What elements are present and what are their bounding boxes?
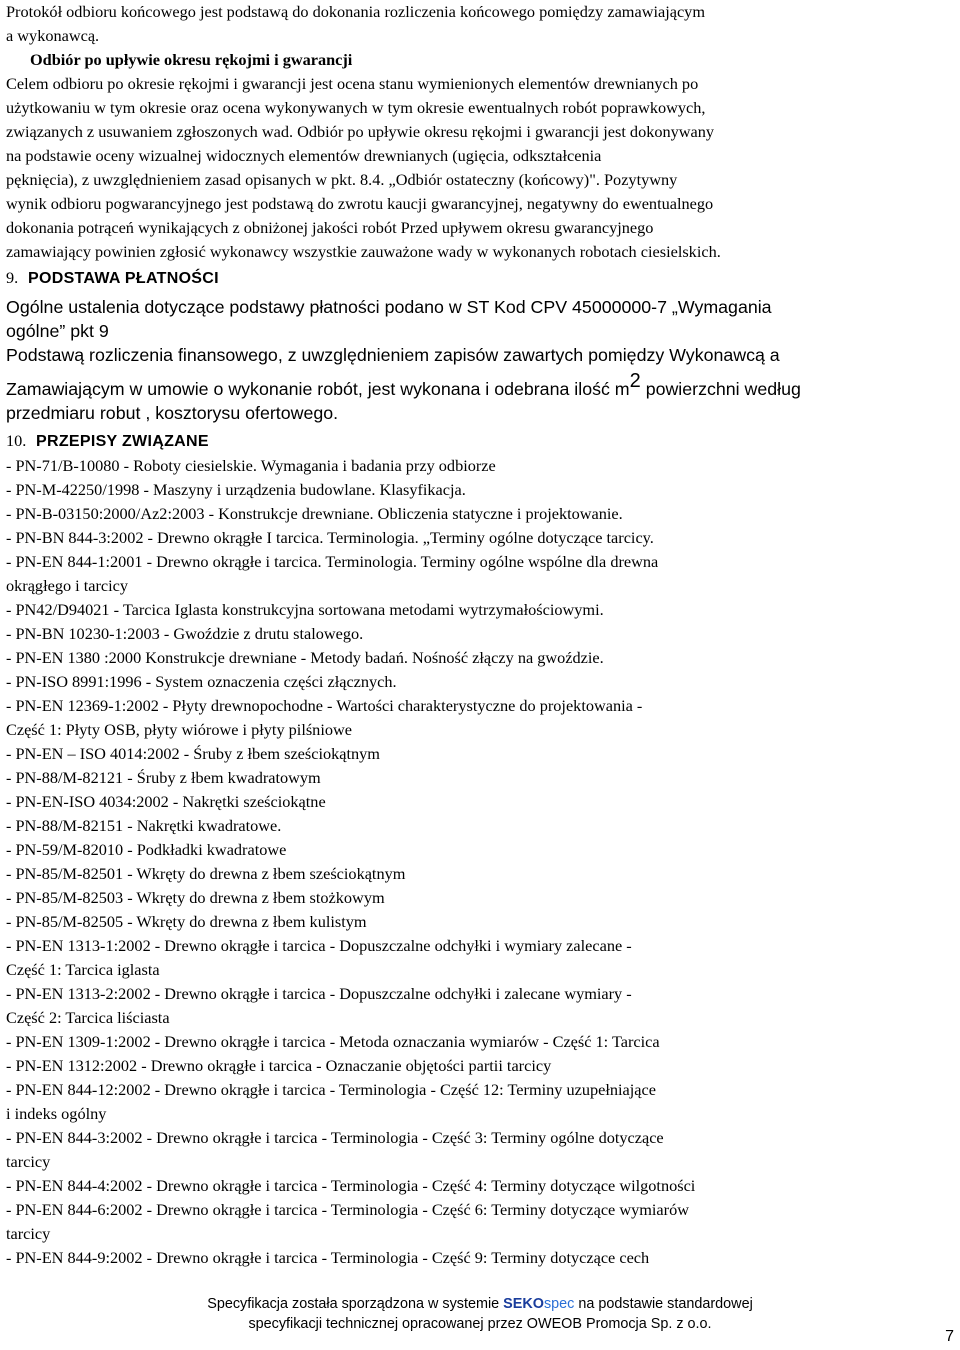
text-line: Protokół odbioru końcowego jest podstawą do dokonania rozliczenia końcowego pomiędzy zamawiającym: [6, 2, 705, 21]
list-item: - PN-85/M-82503 - Wkręty do drewna z łbem stożkowym: [6, 888, 385, 907]
list-item: - PN-EN 844-1:2001 - Drewno okrągłe i tarcica. Terminologia. Terminy ogólne wspólne dla drewna: [6, 552, 659, 571]
intro-paragraph: [6, 0, 954, 48]
text-line: przedmiaru robut , kosztorysu ofertowego.: [6, 403, 339, 423]
list-item: - PN-BN 844-3:2002 - Drewno okrągłe I tarcica. Terminologia. „Terminy ogólne dotyczące tarcicy.: [6, 528, 654, 547]
list-item: - PN-EN 1380 :2000 Konstrukcje drewniane - Metody badań. Nośność złączy na gwoździe.: [6, 648, 604, 667]
brand-logo-seko: SEKO: [503, 1296, 544, 1312]
text-line: Podstawą rozliczenia finansowego, z uwzględnieniem zapisów zawartych pomiędzy Wykonawcą a: [6, 345, 780, 365]
text-line: pęknięcia), z uwzględnieniem zasad opisanych w pkt. 8.4. „Odbiór ostateczny (końcowy)". Pozytywny: [6, 170, 678, 189]
list-item: - PN-EN 844-3:2002 - Drewno okrągłe i tarcica - Terminologia - Część 3: Terminy ogólne dotyczące: [6, 1128, 664, 1147]
text-line: zamawiający powinien zgłosić wykonawcy wszystkie zauważone wady w wykonanych robotach ciesielskich.: [6, 242, 721, 261]
text-line: [6, 370, 954, 401]
list-item: - PN-88/M-82121 - Śruby z łbem kwadratowym: [6, 768, 321, 787]
list-item: - PN-EN – ISO 4014:2002 - Śruby z łbem sześciokątnym: [6, 744, 380, 763]
superscript: 2: [629, 370, 641, 392]
list-item: - PN-B-03150:2000/Az2:2003 - Konstrukcje drewniane. Obliczenia statyczne i projektowanie.: [6, 504, 623, 523]
document-page: [6, 0, 954, 1270]
list-item: - PN-EN 844-6:2002 - Drewno okrągłe i tarcica - Terminologia - Część 6: Terminy dotyczące wymiarów: [6, 1200, 689, 1219]
text-line: na podstawie oceny wizualnej widocznych elementów drewnianych (ugięcia, odkształcenia: [6, 146, 602, 165]
text-line: a wykonawcą.: [6, 26, 100, 45]
list-item: - PN-88/M-82151 - Nakrętki kwadratowe.: [6, 816, 282, 835]
list-item: - PN-EN 1313-1:2002 - Drewno okrągłe i tarcica - Dopuszczalne odchyłki i wymiary zalecane -: [6, 936, 632, 955]
list-item: tarcicy: [6, 1152, 51, 1171]
text-line: Ogólne ustalenia dotyczące podstawy płatności podano w ST Kod CPV 45000000-7 „Wymagania: [6, 297, 772, 317]
list-item: - PN-EN 844-4:2002 - Drewno okrągłe i tarcica - Terminologia - Część 4: Terminy dotyczące wilgotności: [6, 1176, 696, 1195]
brand-logo-spec: spec: [543, 1296, 575, 1312]
section-title: Odbiór po upływie okresu rękojmi i gwarancji: [30, 50, 353, 69]
text-line: Celem odbioru po okresie rękojmi i gwarancji jest ocena stanu wymienionych elementów drewnianych po: [6, 74, 699, 93]
list-item: Część 2: Tarcica liściasta: [6, 1008, 170, 1027]
text-line: ogólne” pkt 9: [6, 321, 109, 341]
section-9: [6, 266, 954, 425]
list-item: - PN-M-42250/1998 - Maszyny i urządzenia budowlane. Klasyfikacja.: [6, 480, 466, 499]
list-item: Część 1: Tarcica iglasta: [6, 960, 160, 979]
list-item: okrągłego i tarcicy: [6, 576, 129, 595]
list-item: - PN-EN 1313-2:2002 - Drewno okrągłe i tarcica - Dopuszczalne odchyłki i zalecane wymiary -: [6, 984, 632, 1003]
list-item: tarcicy: [6, 1224, 51, 1243]
list-item: - PN-BN 10230-1:2003 - Gwoździe z drutu stalowego.: [6, 624, 364, 643]
text-line: wynik odbioru pogwarancyjnego jest podstawą do zwrotu kaucji gwarancyjnej, negatywny do ewentualnego: [6, 194, 714, 213]
list-item: - PN-85/M-82505 - Wkręty do drewna z łbem kulistym: [6, 912, 367, 931]
list-item: - PN-EN 844-12:2002 - Drewno okrągłe i tarcica - Terminologia - Część 12: Terminy uzupełniające: [6, 1080, 656, 1099]
footer-text: na podstawie standardowej: [574, 1296, 753, 1312]
standards-list: [6, 454, 954, 1270]
text-span: Zamawiającym w umowie o wykonanie robót, jest wykonana i odebrana ilość m: [6, 379, 630, 399]
section-title: PRZEPISY ZWIĄZANE: [36, 433, 209, 450]
text-span: powierzchni według: [640, 379, 801, 399]
footer: [0, 1294, 960, 1334]
section-number: 9.: [6, 268, 19, 287]
list-item: - PN42/D94021 - Tarcica Iglasta konstrukcyjna sortowana metodami wytrzymałościowymi.: [6, 600, 604, 619]
text-line: związanych z usuwaniem zgłoszonych wad. Odbiór po upływie okresu rękojmi i gwarancji jest dokonywany: [6, 122, 715, 141]
list-item: - PN-59/M-82010 - Podkładki kwadratowe: [6, 840, 287, 859]
section-heading: [6, 429, 954, 454]
list-item: - PN-EN-ISO 4034:2002 - Nakrętki sześciokątne: [6, 792, 326, 811]
text-line: dokonania potrąceń wynikających z obniżonej jakości robót Przed upływem okresu gwarancyjnego: [6, 218, 654, 237]
section-8-5: [6, 48, 954, 264]
list-item: - PN-EN 1309-1:2002 - Drewno okrągłe i tarcica - Metoda oznaczania wymiarów - Część 1: Tarcica: [6, 1032, 660, 1051]
section-title: PODSTAWA PŁATNOŚCI: [28, 270, 219, 287]
page-number: 7: [945, 1328, 954, 1345]
list-item: i indeks ogólny: [6, 1104, 107, 1123]
list-item: - PN-71/B-10080 - Roboty ciesielskie. Wymagania i badania przy odbiorze: [6, 456, 496, 475]
section-10: [6, 429, 954, 1270]
text-line: użytkowaniu w tym okresie oraz ocena wykonywanych w tym okresie ewentualnych robót poprawkowych,: [6, 98, 706, 117]
section-number: 10.: [6, 431, 27, 450]
list-item: - PN-EN 1312:2002 - Drewno okrągłe i tarcica - Oznaczanie objętości partii tarcicy: [6, 1056, 552, 1075]
list-item: - PN-EN 12369-1:2002 - Płyty drewnopochodne - Wartości charakterystyczne do projektowania -: [6, 696, 643, 715]
list-item: - PN-EN 844-9:2002 - Drewno okrągłe i tarcica - Terminologia - Część 9: Terminy dotyczące cech: [6, 1248, 650, 1267]
section-heading: [6, 266, 954, 291]
payment-paragraph: [6, 295, 954, 425]
footer-text: Specyfikacja została sporządzona w systemie: [207, 1296, 504, 1312]
footer-line: specyfikacji technicznej opracowanej przez OWEOB Promocja Sp. z o.o.: [248, 1316, 712, 1332]
list-item: - PN-85/M-82501 - Wkręty do drewna z łbem sześciokątnym: [6, 864, 406, 883]
list-item: Część 1: Płyty OSB, płyty wiórowe i płyty pilśniowe: [6, 720, 352, 739]
footer-line: [0, 1294, 960, 1314]
list-item: - PN-ISO 8991:1996 - System oznaczenia części złącznych.: [6, 672, 397, 691]
